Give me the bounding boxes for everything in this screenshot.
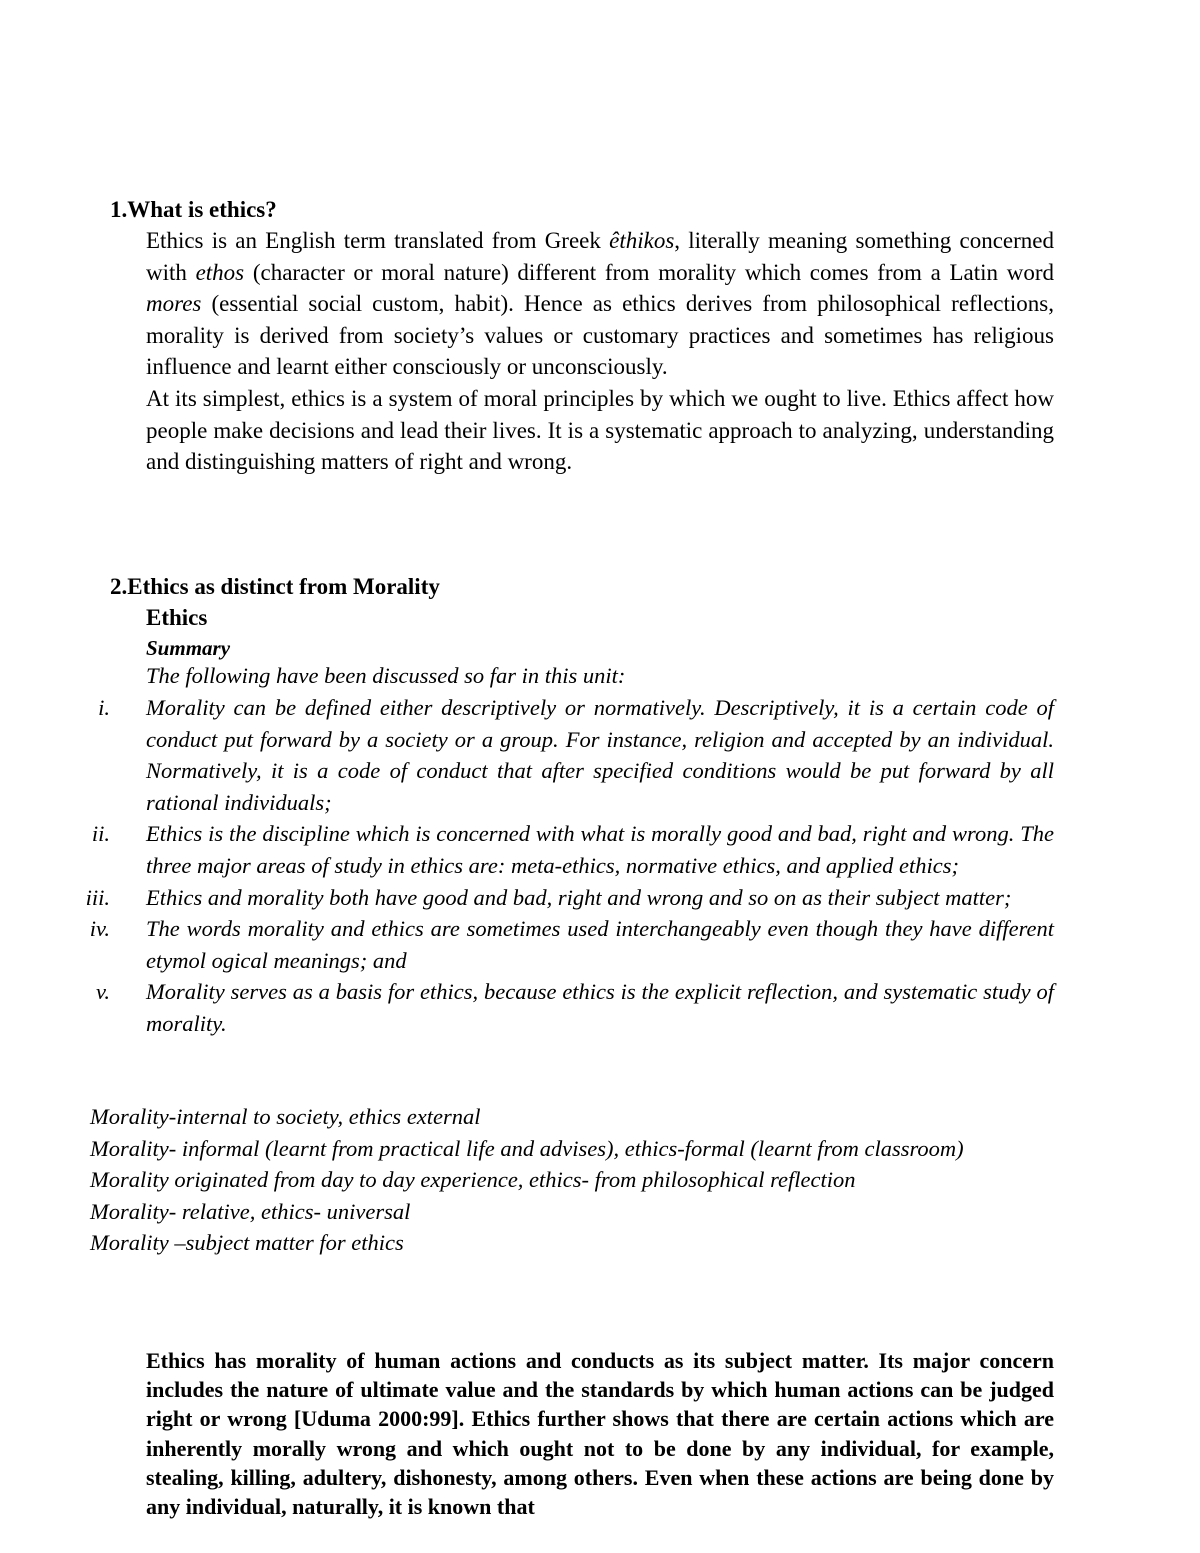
section-1-body [146, 225, 1054, 478]
comparison-line: Morality-internal to society, ethics external [90, 1104, 481, 1129]
list-item-number: ii. [91, 821, 110, 847]
list-item-number: v. [96, 979, 110, 1005]
list-item-number: iv. [89, 916, 110, 942]
summary-label: Summary [146, 636, 231, 660]
section-2-heading: 2.Ethics as distinct from Morality [110, 574, 440, 599]
para1-text-2: , literally meaning something concerned with [146, 228, 1054, 285]
list-item [70, 882, 1054, 914]
term-ethos: ethos [195, 259, 245, 285]
comparison-line: Morality originated from day to day experience, ethics- from philosophical reflection [90, 1167, 856, 1193]
comparison-list [90, 1101, 1054, 1259]
term-mores: mores [146, 291, 202, 317]
comparison-line: Morality- relative, ethics- universal [90, 1198, 411, 1224]
ethics-simplest-paragraph: At its simplest, ethics is a system of moral principles by which we ought to live. Ethics affect how people make decisions and lead their lives. It is a systematic approach to analyzing, understanding and distinguishing matters of right and wrong. [146, 385, 1054, 475]
para1-text-1: Ethics is an English term translated from Greek [146, 228, 610, 253]
list-item [70, 818, 1054, 881]
para1-text-4: (essential social custom, habit). Hence as ethics derives from philosophical reflections, morality is derived from society’s values or customary practices and sometimes has religious influence and learnt either consciously or unconsciously. [146, 291, 1054, 380]
list-item-text: The words morality and ethics are sometimes used interchangeably even though they have different etymol ogical meanings; and [146, 916, 1054, 973]
ethics-subject-matter-paragraph: Ethics has morality of human actions and conducts as its subject matter. Its major concern includes the nature of ultimate value and the standards by which human actions can be judged right or wrong [Uduma 2000:99]. Ethics further shows that there are certain actions which are inherently morally wrong and which ought not to be done by any individual, for example, stealing, killing, adultery, dishonesty, among others. Even when these actions are being done by any individual, naturally, it is known that [146, 1348, 1054, 1520]
summary-intro: The following have been discussed so far in this unit: [146, 663, 626, 688]
list-item-text: Ethics is the discipline which is concerned with what is morally good and bad, right and wrong. The three major areas of study in ethics are: meta-ethics, normative ethics, and applied ethics; [146, 821, 1054, 878]
ethics-subheading: Ethics [146, 605, 208, 630]
summary-list [70, 692, 1054, 1040]
list-item [70, 692, 1054, 818]
list-item [70, 976, 1054, 1039]
list-item-text: Morality can be defined either descriptively or normatively. Descriptively, it is a certain code of conduct put forward by a society or a group. For instance, religion and accepted by an individual. Normatively, it is a code of conduct that after specified conditions would be put forward by all rational individuals; [146, 695, 1054, 815]
ethics-definition-paragraph [146, 225, 1054, 383]
term-ethikos: êthikos [609, 228, 675, 253]
para1-text-3: (character or moral nature) different from morality which comes from a Latin word [244, 259, 1054, 285]
list-item-text: Morality serves as a basis for ethics, because ethics is the explicit reflection, and systematic study of morality. [146, 979, 1054, 1036]
comparison-line: Morality –subject matter for ethics [90, 1230, 404, 1256]
list-item-number: iii. [85, 884, 110, 910]
list-item-number: i. [98, 695, 110, 720]
comparison-line: Morality- informal (learnt from practical life and advises), ethics-formal (learnt from classroom) [90, 1135, 964, 1161]
list-item-text: Ethics and morality both have good and bad, right and wrong and so on as their subject matter; [146, 884, 1012, 910]
section-1-heading: 1.What is ethics? [110, 197, 277, 222]
list-item [70, 913, 1054, 976]
